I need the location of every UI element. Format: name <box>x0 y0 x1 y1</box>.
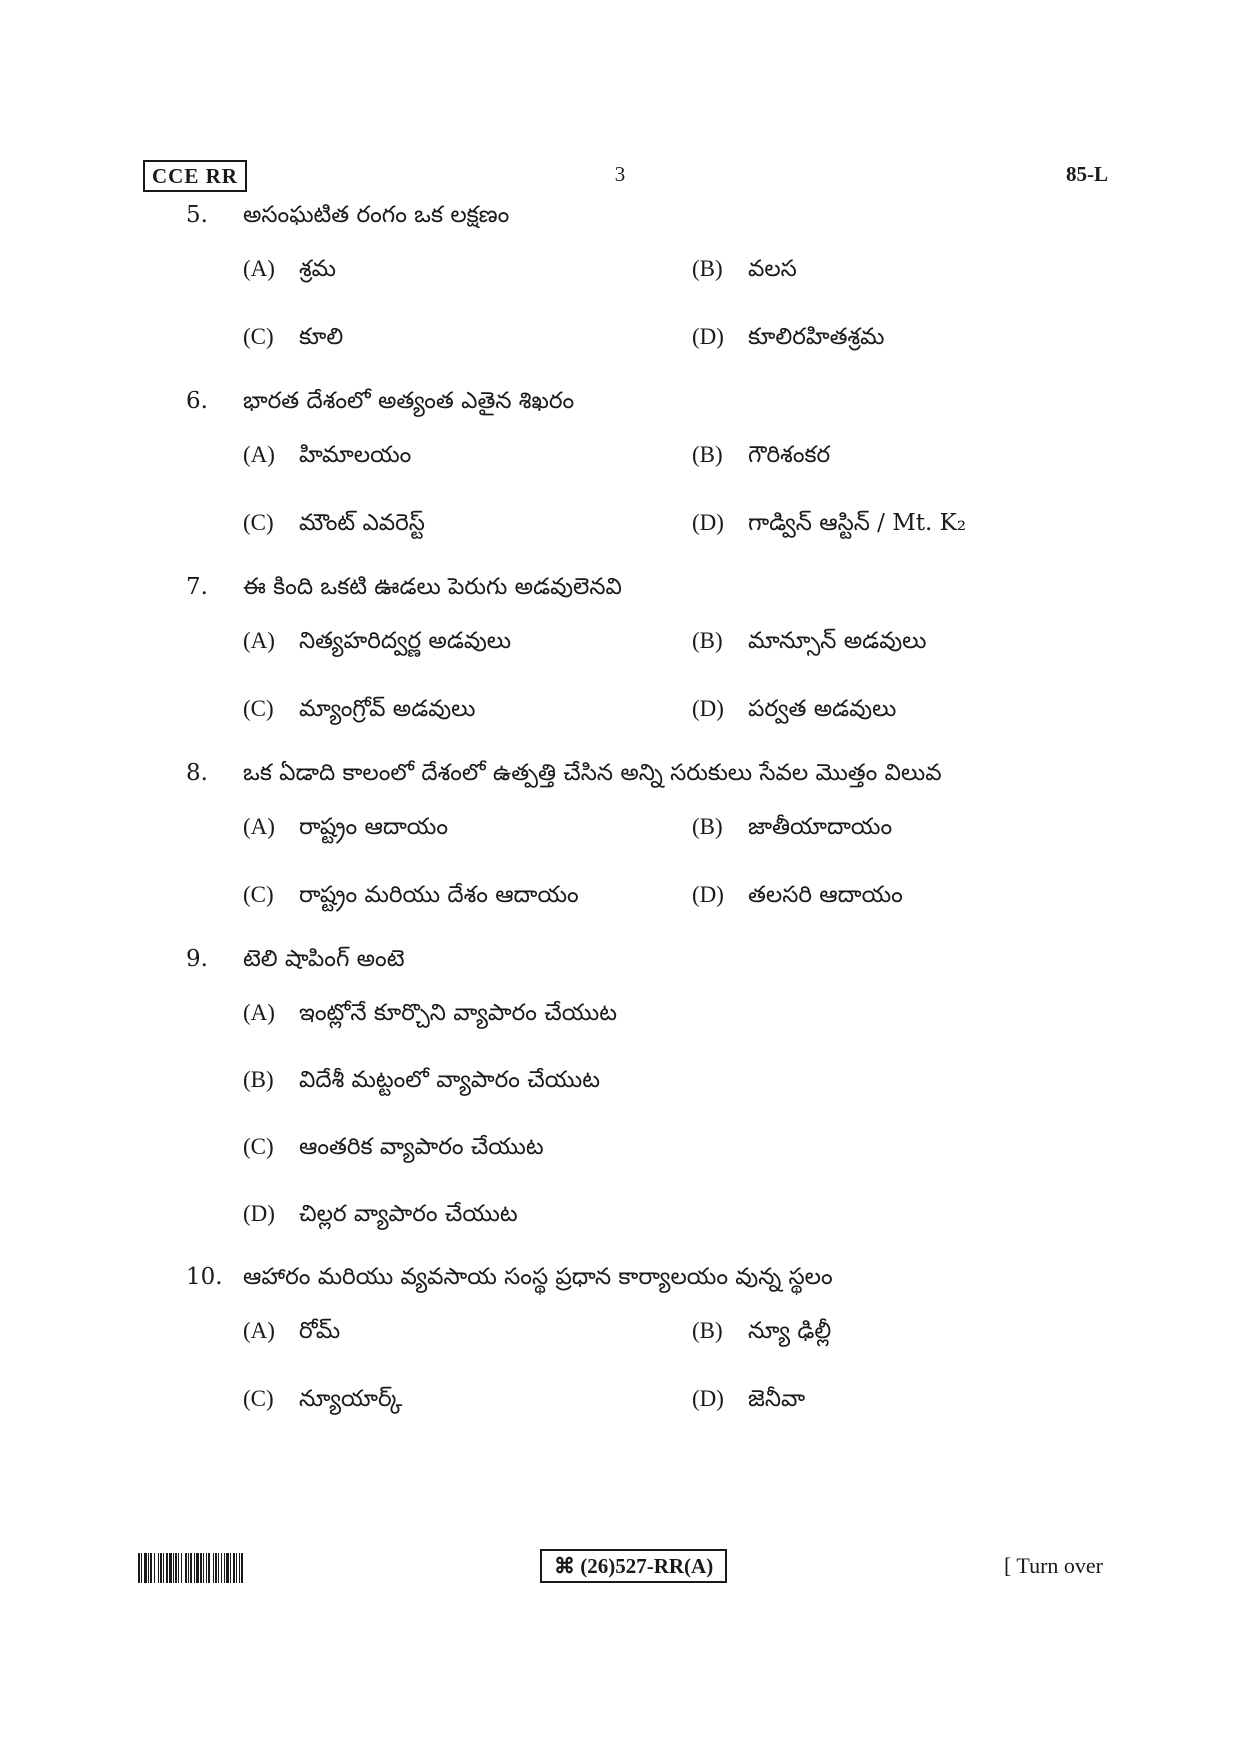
option-c: (C) న్యూయార్క్ <box>243 1386 403 1412</box>
question-text: ఈ కింది ఒకటి ఊడలు పెరుగు అడవులెనవి <box>243 574 622 600</box>
option-b: (B) న్యూ ఢిల్లీ <box>692 1318 832 1344</box>
question-10 <box>0 1257 1238 1433</box>
option-b: (B) జాతీయాదాయం <box>692 814 893 840</box>
question-text: ఆహారం మరియు వ్యవసాయ సంస్థ ప్రధాన కార్యాలయం వున్న స్థలం <box>243 1264 833 1290</box>
question-number: 9. <box>186 946 208 972</box>
option-d: (D) చిల్లర వ్యాపారం చేయుట <box>243 1201 518 1227</box>
question-5 <box>0 195 1238 371</box>
option-a: (A) నిత్యహరిద్వర్ణ అడవులు <box>243 628 512 654</box>
command-icon: ⌘ <box>554 1554 575 1578</box>
question-9 <box>0 939 1238 1247</box>
option-c: (C) కూలి <box>243 324 344 350</box>
question-7 <box>0 567 1238 743</box>
option-d: (D) కూలిరహితశ్రమ <box>692 324 885 350</box>
option-a: (A) హిమాలయం <box>243 442 412 468</box>
turn-over-note: [ Turn over <box>1003 1553 1103 1578</box>
option-b: (B) వలస <box>692 256 797 282</box>
option-d: (D) గాడ్విన్ ఆస్టిన్ / Mt. K₂ <box>692 510 967 536</box>
paper-code: 85-L <box>1066 162 1108 186</box>
question-text: భారత దేశంలో అత్యంత ఎతైన శిఖరం <box>243 388 575 414</box>
question-6 <box>0 381 1238 557</box>
question-list <box>0 195 1238 1433</box>
question-number: 7. <box>186 574 208 600</box>
question-text: అసంఘటిత రంగం ఒక లక్షణం <box>243 202 510 228</box>
option-d: (D) పర్వత అడవులు <box>692 696 897 722</box>
option-b: (B) విదేశీ మట్టంలో వ్యాపారం చేయుట <box>243 1067 601 1093</box>
option-d: (D) జెనీవా <box>692 1386 806 1412</box>
barcode-bar <box>243 1553 246 1583</box>
question-number: 8. <box>186 760 208 786</box>
question-text: ఒక ఏడాది కాలంలో దేశంలో ఉత్పత్తి చేసిన అన్ని సరుకులు సేవల మొత్తం విలువ <box>243 760 942 786</box>
page-number: 3 <box>614 162 626 186</box>
footer-code: (26)527-RR(A) <box>580 1554 714 1578</box>
option-c: (C) మౌంట్ ఎవరెస్ట్ <box>243 510 425 536</box>
footer-code-box <box>540 1549 727 1583</box>
option-c: (C) రాష్ట్రం మరియు దేశం ఆదాయం <box>243 882 579 908</box>
question-8 <box>0 753 1238 929</box>
option-b: (B) మాన్సూన్ అడవులు <box>692 628 927 654</box>
option-a: (A) రోమ్ <box>243 1318 341 1344</box>
question-text: టెలి షాపింగ్ అంటె <box>243 946 405 972</box>
option-c: (C) మ్యాంగ్రోవ్ అడవులు <box>243 696 476 722</box>
option-c: (C) ఆంతరిక వ్యాపారం చేయుట <box>243 1134 544 1160</box>
barcode-icon <box>138 1553 383 1583</box>
question-number: 5. <box>186 202 208 228</box>
option-b: (B) గౌరిశంకర <box>692 442 831 468</box>
question-number: 10. <box>186 1264 223 1290</box>
option-a: (A) ఇంట్లోనే కూర్చొని వ్యాపారం చేయుట <box>243 1000 617 1026</box>
header-box-label: CCE RR <box>143 160 247 192</box>
option-a: (A) రాష్ట్రం ఆదాయం <box>243 814 449 840</box>
option-a: (A) శ్రమ <box>243 256 336 282</box>
option-d: (D) తలసరి ఆదాయం <box>692 882 903 908</box>
question-number: 6. <box>186 388 208 414</box>
